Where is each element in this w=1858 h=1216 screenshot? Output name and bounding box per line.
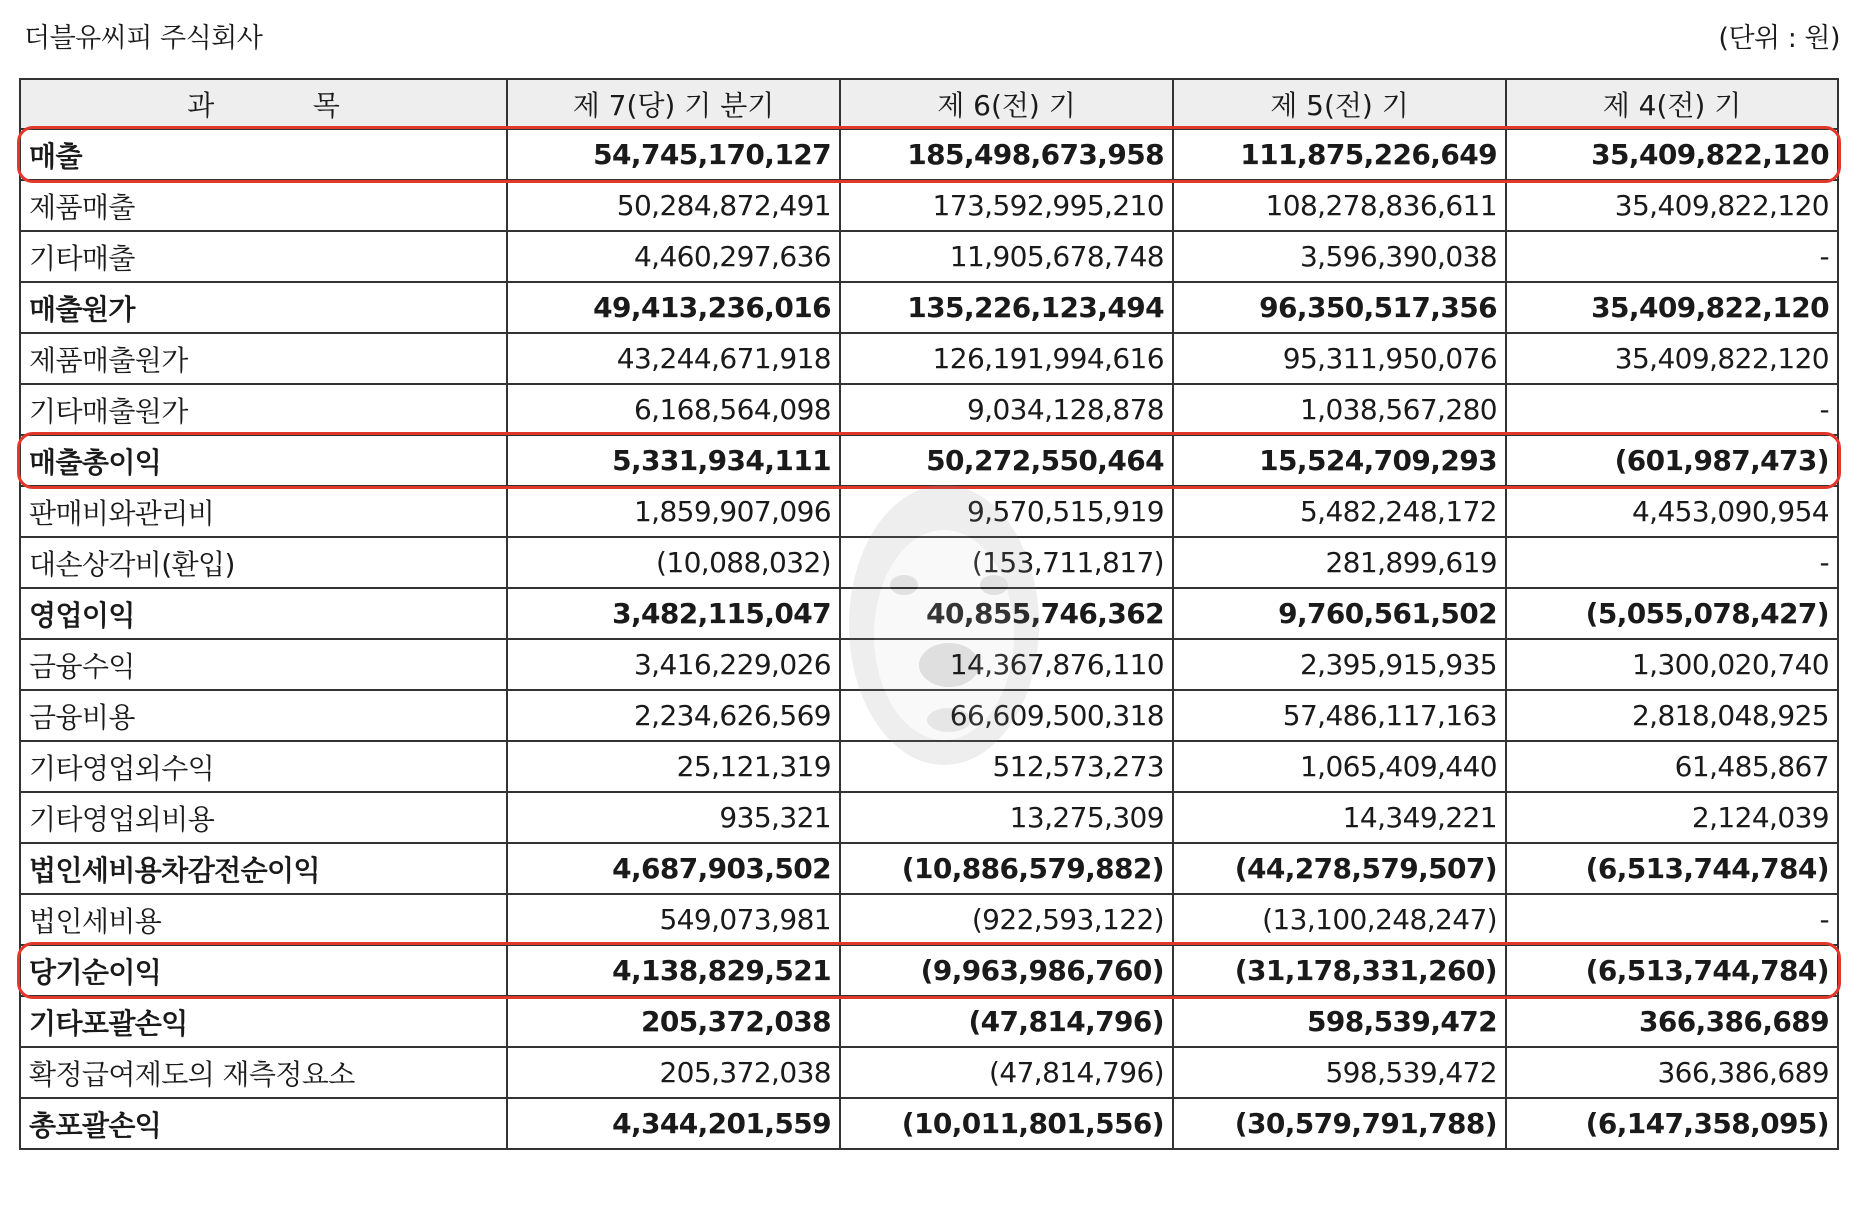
value-cell-period-6: 13,275,309 (840, 792, 1173, 843)
value-cell-period-7: 2,234,626,569 (507, 690, 840, 741)
unit-label: (단위 : 원) (1718, 23, 1840, 54)
value-cell-period-4: 366,386,689 (1506, 1047, 1838, 1098)
value-cell-period-4: 2,818,048,925 (1506, 690, 1838, 741)
table-row (20, 1098, 1838, 1149)
table-row (20, 486, 1838, 537)
table-row (20, 384, 1838, 435)
value-cell-period-5: 111,875,226,649 (1173, 129, 1506, 180)
table-row (20, 690, 1838, 741)
header-period-6: 제 6(전) 기 (840, 79, 1173, 129)
value-cell-period-6: 66,609,500,318 (840, 690, 1173, 741)
value-cell-period-4: - (1506, 231, 1838, 282)
row-label: 금융수익 (20, 639, 507, 690)
value-cell-period-7: 43,244,671,918 (507, 333, 840, 384)
table-row (20, 945, 1838, 996)
value-cell-period-4: (6,147,358,095) (1506, 1098, 1838, 1149)
value-cell-period-7: 3,482,115,047 (507, 588, 840, 639)
value-cell-period-5: 3,596,390,038 (1173, 231, 1506, 282)
value-cell-period-4: 4,453,090,954 (1506, 486, 1838, 537)
table-row (20, 639, 1838, 690)
value-cell-period-5: 108,278,836,611 (1173, 180, 1506, 231)
value-cell-period-5: 1,038,567,280 (1173, 384, 1506, 435)
value-cell-period-4: 35,409,822,120 (1506, 282, 1838, 333)
value-cell-period-5: (44,278,579,507) (1173, 843, 1506, 894)
value-cell-period-5: 96,350,517,356 (1173, 282, 1506, 333)
header-subject: 과 목 (20, 79, 507, 129)
row-label: 금융비용 (20, 690, 507, 741)
table-row (20, 996, 1838, 1047)
value-cell-period-5: 15,524,709,293 (1173, 435, 1506, 486)
value-cell-period-7: 1,859,907,096 (507, 486, 840, 537)
row-label: 영업이익 (20, 588, 507, 639)
table-row (20, 180, 1838, 231)
value-cell-period-4: 61,485,867 (1506, 741, 1838, 792)
header-row (20, 79, 1838, 129)
value-cell-period-7: 205,372,038 (507, 1047, 840, 1098)
row-label: 매출원가 (20, 282, 507, 333)
value-cell-period-6: (153,711,817) (840, 537, 1173, 588)
value-cell-period-4: 35,409,822,120 (1506, 129, 1838, 180)
table-body (20, 129, 1838, 1149)
row-label: 총포괄손익 (20, 1098, 507, 1149)
value-cell-period-6: 14,367,876,110 (840, 639, 1173, 690)
value-cell-period-7: 54,745,170,127 (507, 129, 840, 180)
table-row (20, 129, 1838, 180)
value-cell-period-4: 35,409,822,120 (1506, 180, 1838, 231)
value-cell-period-5: 5,482,248,172 (1173, 486, 1506, 537)
row-label: 매출총이익 (20, 435, 507, 486)
value-cell-period-7: 935,321 (507, 792, 840, 843)
value-cell-period-4: (601,987,473) (1506, 435, 1838, 486)
value-cell-period-6: (10,886,579,882) (840, 843, 1173, 894)
value-cell-period-5: (13,100,248,247) (1173, 894, 1506, 945)
value-cell-period-4: 1,300,020,740 (1506, 639, 1838, 690)
row-label: 매출 (20, 129, 507, 180)
row-label: 대손상각비(환입) (20, 537, 507, 588)
table-row (20, 333, 1838, 384)
value-cell-period-7: 4,138,829,521 (507, 945, 840, 996)
value-cell-period-5: 95,311,950,076 (1173, 333, 1506, 384)
table-row (20, 537, 1838, 588)
value-cell-period-7: 6,168,564,098 (507, 384, 840, 435)
value-cell-period-5: 1,065,409,440 (1173, 741, 1506, 792)
value-cell-period-6: 9,034,128,878 (840, 384, 1173, 435)
value-cell-period-6: 11,905,678,748 (840, 231, 1173, 282)
table-row (20, 792, 1838, 843)
value-cell-period-4: 366,386,689 (1506, 996, 1838, 1047)
table-header (20, 79, 1838, 129)
value-cell-period-4: - (1506, 384, 1838, 435)
value-cell-period-6: (9,963,986,760) (840, 945, 1173, 996)
value-cell-period-6: 40,855,746,362 (840, 588, 1173, 639)
value-cell-period-7: 4,460,297,636 (507, 231, 840, 282)
value-cell-period-7: 205,372,038 (507, 996, 840, 1047)
row-label: 기타영업외수익 (20, 741, 507, 792)
value-cell-period-6: 185,498,673,958 (840, 129, 1173, 180)
row-label: 판매비와관리비 (20, 486, 507, 537)
row-label: 확정급여제도의 재측정요소 (20, 1047, 507, 1098)
value-cell-period-5: 598,539,472 (1173, 1047, 1506, 1098)
table-row (20, 843, 1838, 894)
row-label: 기타매출 (20, 231, 507, 282)
value-cell-period-6: 9,570,515,919 (840, 486, 1173, 537)
table-row (20, 588, 1838, 639)
value-cell-period-4: - (1506, 894, 1838, 945)
value-cell-period-7: 4,344,201,559 (507, 1098, 840, 1149)
value-cell-period-7: 50,284,872,491 (507, 180, 840, 231)
header-period-7: 제 7(당) 기 분기 (507, 79, 840, 129)
value-cell-period-5: 598,539,472 (1173, 996, 1506, 1047)
table-row (20, 741, 1838, 792)
value-cell-period-4: (6,513,744,784) (1506, 843, 1838, 894)
value-cell-period-5: 14,349,221 (1173, 792, 1506, 843)
value-cell-period-6: 173,592,995,210 (840, 180, 1173, 231)
value-cell-period-7: 5,331,934,111 (507, 435, 840, 486)
header-period-5: 제 5(전) 기 (1173, 79, 1506, 129)
value-cell-period-5: (30,579,791,788) (1173, 1098, 1506, 1149)
value-cell-period-5: 57,486,117,163 (1173, 690, 1506, 741)
table-row (20, 435, 1838, 486)
table-row (20, 894, 1838, 945)
company-name: 더블유씨피 주식회사 (24, 23, 263, 54)
value-cell-period-6: 135,226,123,494 (840, 282, 1173, 333)
value-cell-period-7: 549,073,981 (507, 894, 840, 945)
value-cell-period-7: 4,687,903,502 (507, 843, 840, 894)
value-cell-period-4: 35,409,822,120 (1506, 333, 1838, 384)
value-cell-period-6: 126,191,994,616 (840, 333, 1173, 384)
value-cell-period-6: 512,573,273 (840, 741, 1173, 792)
value-cell-period-7: (10,088,032) (507, 537, 840, 588)
value-cell-period-6: (47,814,796) (840, 996, 1173, 1047)
value-cell-period-6: (10,011,801,556) (840, 1098, 1173, 1149)
table-row (20, 282, 1838, 333)
value-cell-period-6: (922,593,122) (840, 894, 1173, 945)
value-cell-period-5: 281,899,619 (1173, 537, 1506, 588)
value-cell-period-7: 49,413,236,016 (507, 282, 840, 333)
value-cell-period-5: 9,760,561,502 (1173, 588, 1506, 639)
row-label: 제품매출원가 (20, 333, 507, 384)
row-label: 기타포괄손익 (20, 996, 507, 1047)
row-label: 기타매출원가 (20, 384, 507, 435)
income-statement-table (19, 78, 1839, 1150)
table-row (20, 1047, 1838, 1098)
header-period-4: 제 4(전) 기 (1506, 79, 1838, 129)
value-cell-period-6: (47,814,796) (840, 1047, 1173, 1098)
row-label: 법인세비용 (20, 894, 507, 945)
value-cell-period-4: (6,513,744,784) (1506, 945, 1838, 996)
value-cell-period-7: 3,416,229,026 (507, 639, 840, 690)
row-label: 당기순이익 (20, 945, 507, 996)
value-cell-period-7: 25,121,319 (507, 741, 840, 792)
row-label: 법인세비용차감전순이익 (20, 843, 507, 894)
value-cell-period-5: 2,395,915,935 (1173, 639, 1506, 690)
value-cell-period-4: - (1506, 537, 1838, 588)
table-row (20, 231, 1838, 282)
row-label: 기타영업외비용 (20, 792, 507, 843)
value-cell-period-4: (5,055,078,427) (1506, 588, 1838, 639)
value-cell-period-6: 50,272,550,464 (840, 435, 1173, 486)
row-label: 제품매출 (20, 180, 507, 231)
value-cell-period-5: (31,178,331,260) (1173, 945, 1506, 996)
value-cell-period-4: 2,124,039 (1506, 792, 1838, 843)
